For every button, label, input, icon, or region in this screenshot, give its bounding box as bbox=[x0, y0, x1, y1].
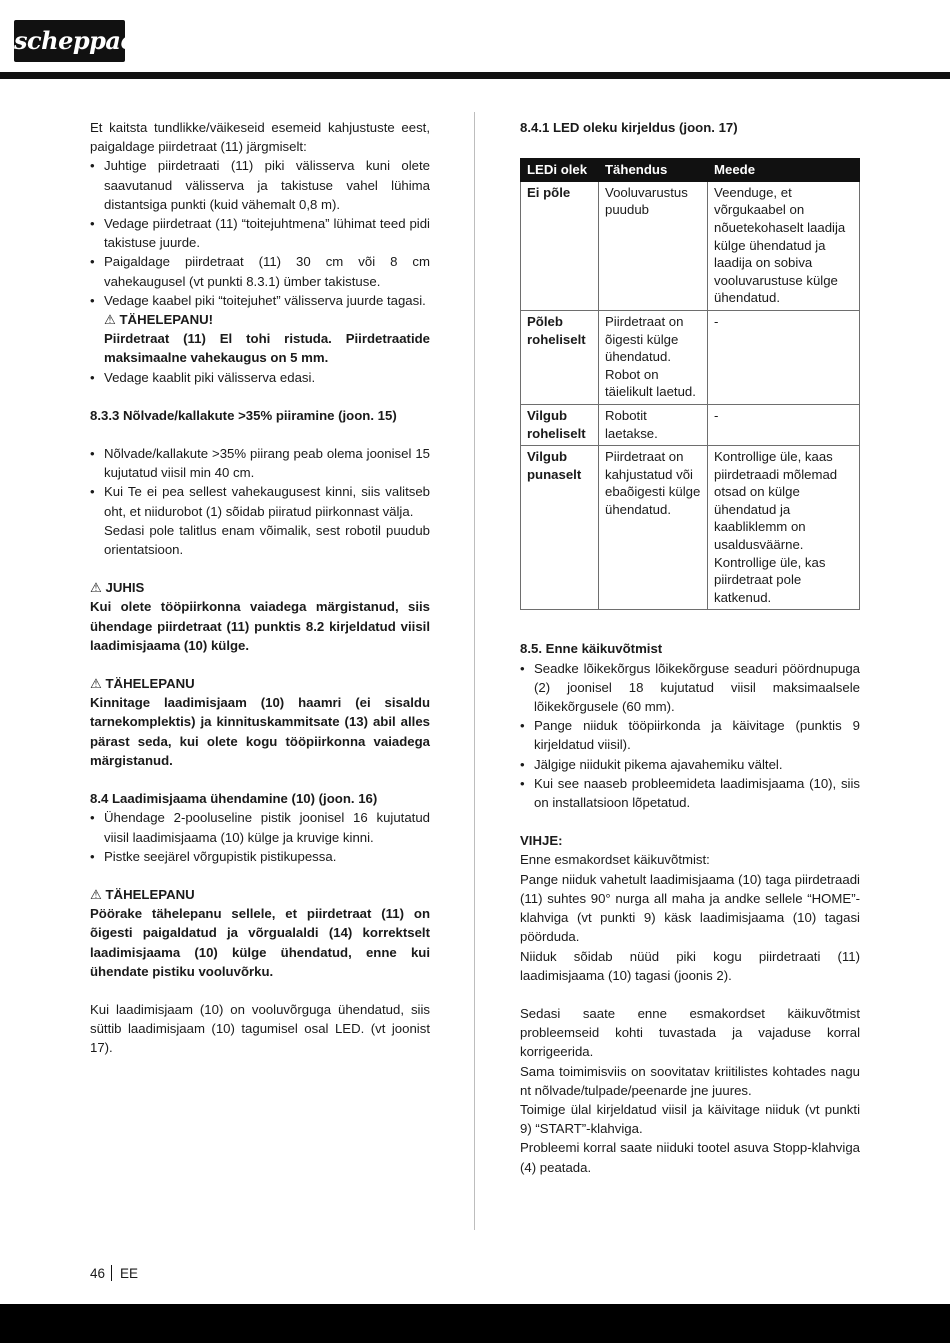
note-title: JUHIS bbox=[105, 580, 145, 596]
list-item: • Seadke lõikekõrgus lõikekõrguse seaduri pöördnupuga (2) joonisel 18 kujutatud viisil maksimaalsele lõikekõrgusele (60 mm). bbox=[520, 659, 860, 717]
left-column bbox=[90, 118, 430, 1058]
table-header: Meede bbox=[708, 159, 860, 182]
list-item: • Vedage piirdetraat (11) “toitejuhtmena” lühimat teed pidi takistuse juurde. bbox=[90, 214, 430, 252]
closing-paragraph: Kui laadimisjaam (10) on vooluvõrguga ühendatud, siis süttib laadimisjaam (10) tagumisel osal LED. (vt joonist 17). bbox=[90, 1001, 430, 1056]
tip-paragraph: Pange niiduk vahetult laadimisjaama (10) taga piirdetraadi (11) suhtes 90° nurga all maha ja andke sellele “HOME”-klahviga (vt punkti 9) käsk laadimisjaama (10) tagasi pöörduda. bbox=[520, 871, 860, 945]
footer-bar bbox=[0, 1304, 950, 1343]
brand-logo: scheppach bbox=[14, 20, 125, 62]
footer-separator bbox=[111, 1265, 112, 1281]
bullet-list-1 bbox=[90, 156, 430, 310]
page-number: 46 bbox=[90, 1266, 106, 1281]
page-footer bbox=[90, 1265, 138, 1283]
list-item: • Kui see naaseb probleemideta laadimisjaama (10), siis on installatsioon lõpetatud. bbox=[520, 774, 860, 812]
list-item: • Juhtige piirdetraati (11) piki välisserva kuni olete saavutanud välisserva ja takistuse vahel lühima distantsiga punkti (kuid vähemalt 0,8 m). bbox=[90, 156, 430, 214]
bullet-list-85 bbox=[520, 659, 860, 813]
body-paragraph: Toimige ülal kirjeldatud viisil ja käivitage niiduk (vt punkti 9) “START”-klahviga. bbox=[520, 1101, 860, 1137]
intro-paragraph: Et kaitsta tundlikke/väikeseid esemeid kahjustuste eest, paigaldage piirdetraat (11) järgmiselt: bbox=[90, 120, 430, 155]
warning-title: TÄHELEPANU bbox=[105, 886, 195, 902]
table-header: Tähendus bbox=[599, 159, 708, 182]
list-item: • Jälgige niidukit pikema ajavahemiku vältel. bbox=[520, 755, 860, 774]
table-cell: - bbox=[708, 404, 860, 445]
table-cell: - bbox=[708, 310, 860, 404]
section-heading-84: 8.4 Laadimisjaama ühendamine (10) (joon. 16) bbox=[90, 791, 378, 807]
warning-icon: ⚠ bbox=[104, 312, 116, 328]
body-paragraph: Sama toimimisviis on soovitatav kriitilistes kohtades nagu nt nõlvade/tulpade/peenarde jne juures. bbox=[520, 1063, 860, 1098]
table-row bbox=[521, 310, 860, 404]
bullet-list-2 bbox=[90, 444, 430, 521]
warning-title: TÄHELEPANU! bbox=[119, 312, 214, 328]
table-cell: Veenduge, et võrgukaabel on nõuetekohaselt laadija külge ühendatud ja laadija on sobiva vooluvarustuse külge ühendatud. bbox=[708, 181, 860, 310]
table-cell: Ei põle bbox=[521, 181, 599, 310]
language-code: EE bbox=[120, 1266, 139, 1281]
table-cell: Piirdetraat on õigesti külge ühendatud. Robot on täielikult laetud. bbox=[599, 310, 708, 404]
list-item: • Vedage kaabel piki “toitejuhet” välisserva juurde tagasi. bbox=[90, 291, 430, 310]
table-cell: Vilgub roheliselt bbox=[521, 404, 599, 445]
warning-icon: ⚠ bbox=[90, 676, 102, 692]
bullet-list-1b bbox=[90, 368, 430, 387]
list-item: • Pange niiduk tööpiirkonda ja käivitage (punktis 9 kirjeldatud viisil). bbox=[520, 716, 860, 754]
list-item: • Vedage kaablit piki välisserva edasi. bbox=[90, 368, 430, 387]
table-cell: Piirdetraat on kahjustatud või ebaõigesti külge ühendatud. bbox=[599, 446, 708, 610]
warning-text: Kinnitage laadimisjaam (10) haamri (ei sisaldu tarnekomplektis) ja kinnituskammitsate (13) abil alles pärast seda, kui olete kogu tööpiirkonna vaiadega märgistanud. bbox=[90, 695, 430, 768]
list-item: • Pistke seejärel võrgupistik pistikupessa. bbox=[90, 847, 430, 866]
warning-text: Piirdetraat (11) El tohi ristuda. Piirdetraatide maksimaalne vahekaugus on 5 mm. bbox=[104, 331, 430, 366]
table-cell: Põleb roheliselt bbox=[521, 310, 599, 404]
table-cell: Vooluvarustus puudub bbox=[599, 181, 708, 310]
right-column bbox=[520, 118, 860, 1177]
warning-block-1 bbox=[90, 310, 430, 368]
list-item: • Nõlvade/kallakute >35% piirang peab olema joonisel 15 kujutatud viisil min 40 cm. bbox=[90, 444, 430, 482]
warning-title: TÄHELEPANU bbox=[105, 676, 195, 692]
body-paragraph: Probleemi korral saate niiduki tootel asuva Stopp-klahviga (4) peatada. bbox=[520, 1140, 860, 1175]
list-item: • Paigaldage piirdetraat (11) 30 cm või 8 cm vahekaugusel (vt punkti 8.3.1) ümber takistuse. bbox=[90, 252, 430, 290]
table-row bbox=[521, 404, 860, 445]
column-divider bbox=[474, 112, 475, 1230]
warning-text: Pöörake tähelepanu sellele, et piirdetraat (11) on õigesti paigaldatud ja võrgualaldi (14) korrektselt laadimisjaama (10) külge ühendatud, enne kui ühendate pistiku vooluvõrku. bbox=[90, 906, 430, 979]
table-cell: Vilgub punaselt bbox=[521, 446, 599, 610]
table-row bbox=[521, 181, 860, 310]
section-heading-841: 8.4.1 LED oleku kirjeldus (joon. 17) bbox=[520, 120, 738, 135]
list-item: • Ühendage 2-pooluseline pistik joonisel 16 kujutatud viisil laadimisjaama (10) külge ja kruvige kinni. bbox=[90, 808, 430, 846]
bullet-list-3 bbox=[90, 808, 430, 866]
tip-paragraph: Niiduk sõidab nüüd piki kogu piirdetraati (11) laadimisjaama (10) tagasi (joonis 2). bbox=[520, 948, 860, 983]
section-heading-85: 8.5. Enne käikuvõtmist bbox=[520, 641, 663, 657]
note-text: Kui olete tööpiirkonna vaiadega märgistanud, siis ühendage piirdetraat (11) punktis 8.2 kirjeldatud viisil laadimisjaama (10) külge. bbox=[90, 599, 430, 653]
warning-icon: ⚠ bbox=[90, 886, 102, 902]
led-status-table bbox=[520, 158, 860, 610]
table-cell: Kontrollige üle, kaas piirdetraadi mõlemad otsad on külge ühendatud ja kaabliklemm on usaldusväärne. Kontrollige üle, kas piirdetraat pole katkenud. bbox=[708, 446, 860, 610]
header-rule bbox=[0, 72, 950, 79]
list-item: • Kui Te ei pea sellest vahekaugusest kinni, siis valitseb oht, et niidurobot (1) sõidab piiratud piirkonnast välja. bbox=[90, 482, 430, 520]
table-header-row bbox=[521, 159, 860, 182]
tip-paragraph: Enne esmakordset käikuvõtmist: bbox=[520, 852, 710, 868]
list-continuation: Sedasi pole talitlus enam võimalik, sest robotil puudub orientatsioon. bbox=[104, 522, 430, 558]
table-row bbox=[521, 446, 860, 610]
section-heading-833: 8.3.3 Nõlvade/kallakute >35% piiramine (joon. 15) bbox=[90, 407, 397, 423]
table-header: LEDi olek bbox=[521, 159, 599, 182]
body-paragraph: Sedasi saate enne esmakordset käikuvõtmist probleemseid kohti tuvastada ja vajaduse korral korrigeerida. bbox=[520, 1005, 860, 1060]
tip-title: VIHJE: bbox=[520, 833, 563, 849]
table-cell: Robotit laetakse. bbox=[599, 404, 708, 445]
warning-icon: ⚠ bbox=[90, 580, 102, 596]
